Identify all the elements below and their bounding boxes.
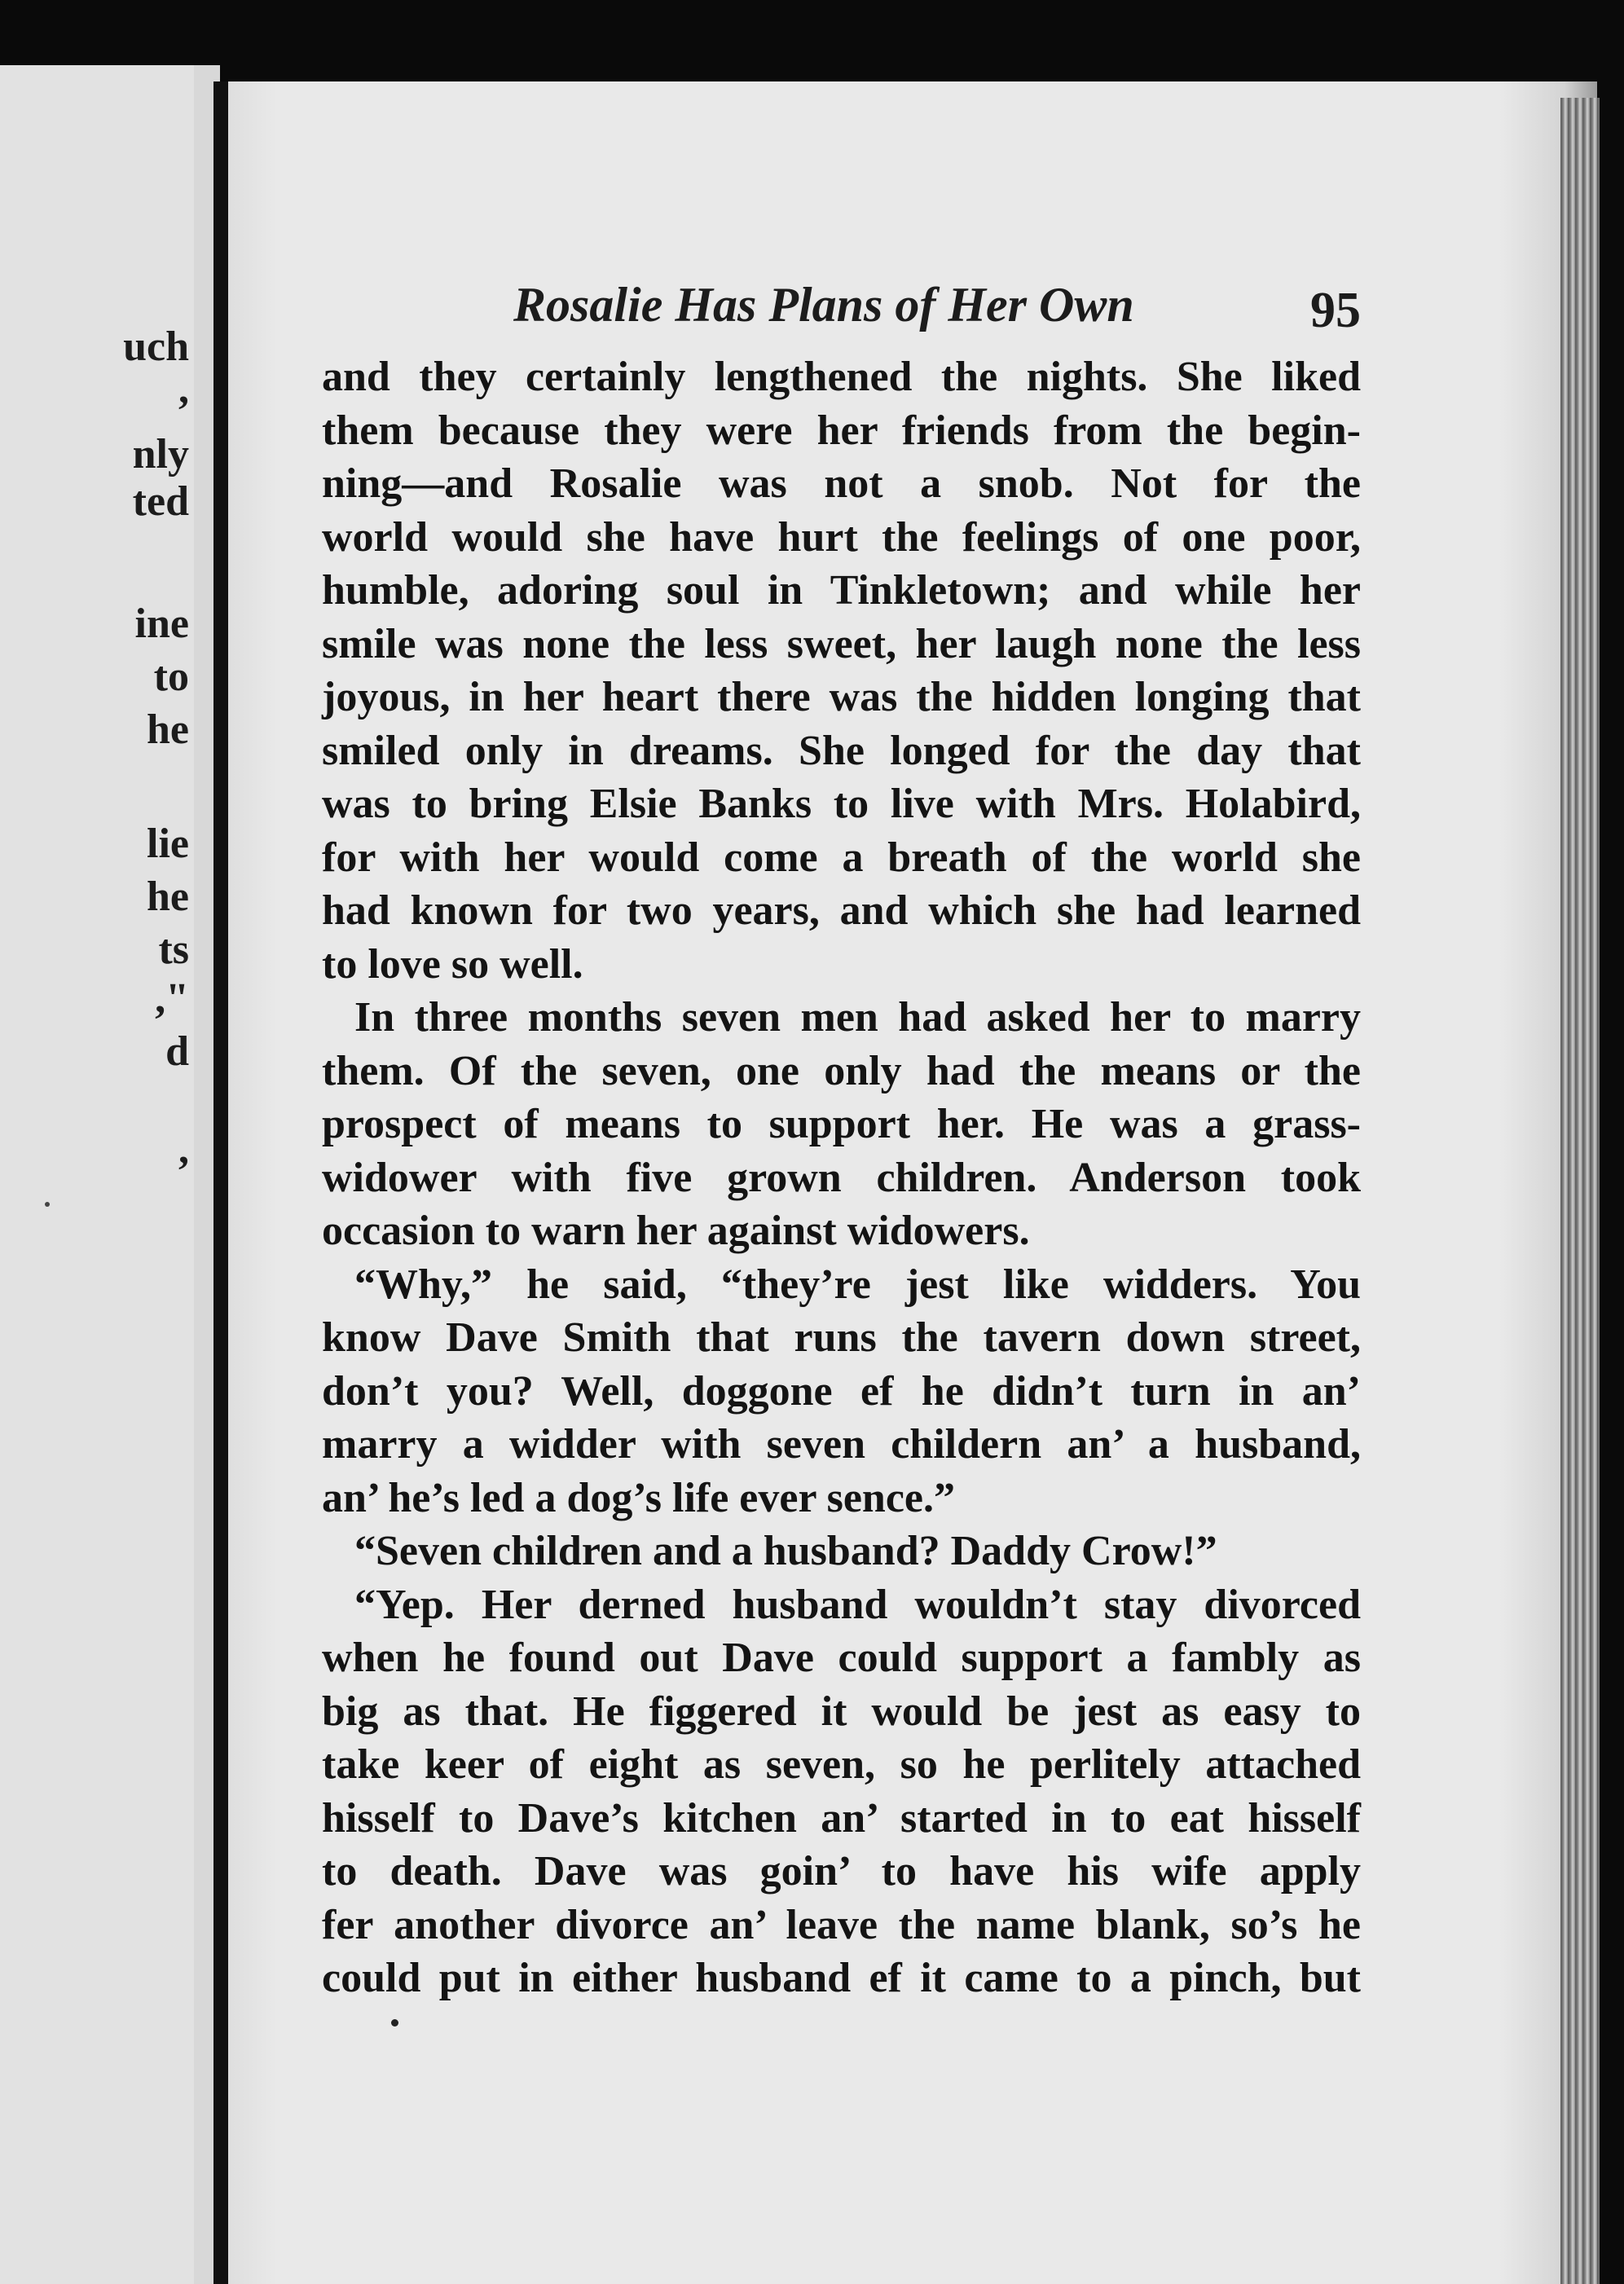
left-page-fragment: he [147, 706, 189, 753]
text-line: prospect of means to support her. He was a grass- [322, 1101, 1361, 1147]
text-line: don’t you? Well, doggone ef he didn’t turn in an’ [322, 1367, 1361, 1415]
left-page-fragment: to [153, 654, 189, 700]
text-line: for with her would come a breath of the world she [322, 834, 1361, 881]
text-line: when he found out Dave could support a fambly as [322, 1635, 1361, 1681]
left-page-fragment: ," [155, 975, 189, 1022]
text-line: In three months seven men had asked her to marry [354, 994, 1361, 1041]
text-line: “Yep. Her derned husband wouldn’t stay divorced [354, 1581, 1361, 1628]
left-page-fragment: nly [132, 431, 189, 477]
page-edge [1560, 98, 1600, 2284]
page-header [505, 261, 1369, 350]
text-line: was to bring Elsie Banks to live with Mrs. Holabird, [322, 781, 1361, 827]
text-line: could put in either husband ef it came to a pinch, but [322, 1955, 1361, 2001]
left-page [0, 65, 194, 2284]
page-number: 95 [1310, 283, 1361, 338]
text-line: world would she have hurt the feelings of one poor, [322, 513, 1361, 561]
text-line: marry a widder with seven childern an’ a husband, [322, 1421, 1361, 1468]
text-line: to death. Dave was goin’ to have his wife apply [322, 1848, 1361, 1895]
text-line: humble, adoring soul in Tinkletown; and while her [322, 567, 1361, 614]
running-title: Rosalie Has Plans of Her Own [513, 278, 1134, 332]
left-page-fragment: lie [147, 821, 189, 867]
left-page-fragment: , [178, 366, 189, 412]
text-line: smiled only in dreams. She longed for the day that [322, 727, 1361, 774]
speck [391, 2019, 398, 2027]
left-page-fragment: uch [123, 323, 189, 370]
text-line: them. Of the seven, one only had the means or the [322, 1047, 1361, 1094]
text-line: “Seven children and a husband? Daddy Crow!” [354, 1528, 1217, 1574]
text-line: widower with five grown children. Anderson took [322, 1154, 1361, 1201]
text-line: “Why,” he said, “they’re jest like widders. You [354, 1261, 1361, 1308]
left-page-fragment: d [165, 1028, 189, 1075]
book-spine [213, 81, 228, 2284]
text-line: know Dave Smith that runs the tavern down street, [322, 1314, 1361, 1361]
left-page-fragment: he [147, 874, 189, 920]
left-page-fragment: ted [132, 478, 189, 525]
text-line: big as that. He figgered it would be jest as easy to [322, 1688, 1361, 1735]
text-line: smile was none the less sweet, her laugh none the less [322, 620, 1361, 667]
left-page-fragment: ine [134, 601, 189, 647]
text-line: to love so well. [322, 940, 583, 988]
text-line: and they certainly lengthened the nights. She liked [322, 354, 1361, 400]
text-line: hisself to Dave’s kitchen an’ started in to eat hisself [322, 1794, 1361, 1842]
text-line: joyous, in her heart there was the hidden longing that [322, 674, 1361, 720]
text-line: occasion to warn her against widowers. [322, 1208, 1030, 1254]
text-line: had known for two years, and which she had learned [322, 887, 1361, 934]
text-line: them because they were her friends from the begin- [322, 407, 1361, 454]
speck [45, 1202, 50, 1207]
text-line: take keer of eight as seven, so he perlitely attached [322, 1741, 1361, 1788]
body-text [322, 350, 1361, 2005]
text-line: fer another divorce an’ leave the name blank, so’s he [322, 1901, 1361, 1948]
left-page-fragment: ts [158, 926, 189, 973]
text-line: ning—and Rosalie was not a snob. Not for the [322, 460, 1361, 507]
left-page-fragment: , [178, 1126, 189, 1173]
text-line: an’ he’s led a dog’s life ever sence.” [322, 1474, 955, 1521]
